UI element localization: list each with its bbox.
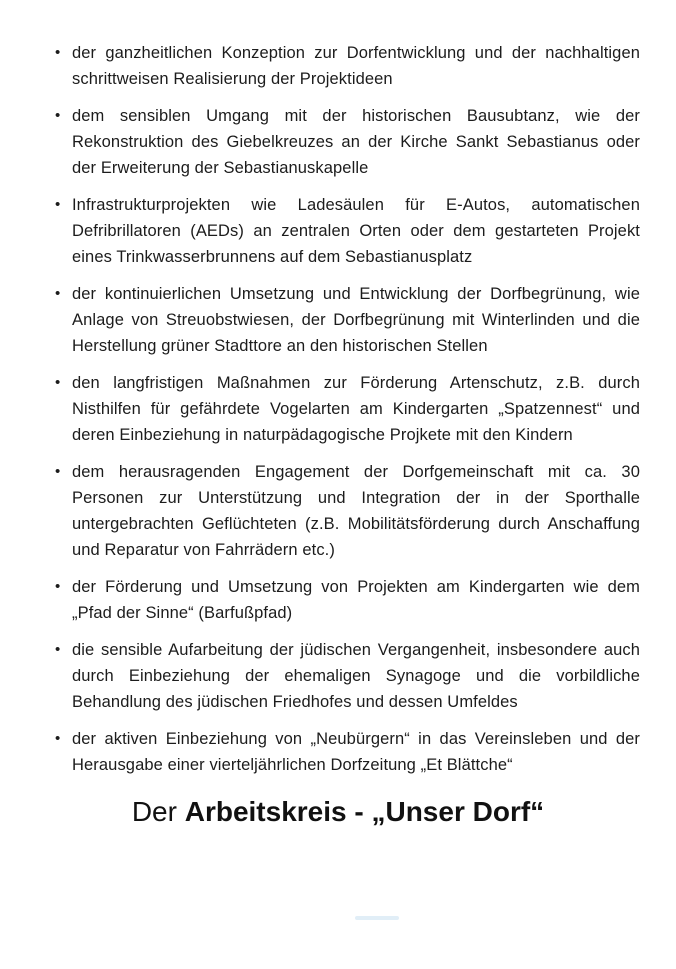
list-item [55, 459, 640, 563]
list-item [55, 637, 640, 715]
bullet-icon: • [55, 196, 61, 213]
bullet-icon: • [55, 285, 61, 302]
bullet-icon: • [55, 44, 61, 61]
closing-heading-prefix: Der [131, 796, 185, 827]
closing-heading [0, 794, 676, 830]
bullet-icon: • [55, 578, 61, 595]
bullet-icon: • [55, 641, 61, 658]
list-item [55, 40, 640, 92]
list-item-text: Infrastrukturprojekten wie Ladesäulen für E-Autos, automatischen Defribrillatoren (AEDs) an zentralen Orten oder dem gestarteten Projekt eines Trinkwasserbrunnens auf dem Sebastianusplatz [72, 196, 640, 266]
list-item [55, 370, 640, 448]
list-item-text: der aktiven Einbeziehung von „Neubürgern“ in das Vereinsleben und der Herausgabe einer vierteljährlichen Dorfzeitung „Et Blättche“ [72, 730, 640, 774]
bullet-icon: • [55, 463, 61, 480]
list-item-text: der kontinuierlichen Umsetzung und Entwicklung der Dorfbegrünung, wie Anlage von Streuobstwiesen, der Dorfbegrünung mit Winterlinden und die Herstellung grüner Stadttore an den historischen Stellen [72, 285, 640, 355]
list-item-text: der ganzheitlichen Konzeption zur Dorfentwicklung und der nachhaltigen schrittweisen Realisierung der Projektideen [72, 44, 640, 88]
scan-artifact-line [355, 916, 399, 920]
list-item-text: dem herausragenden Engagement der Dorfgemeinschaft mit ca. 30 Personen zur Unterstützung und Integration der in der Sporthalle untergebrachten Geflüchteten (z.B. Mobilitätsförderung durch Anschaffung und Reparatur von Fahrrädern etc.) [72, 463, 640, 559]
list-item [55, 281, 640, 359]
list-item [55, 103, 640, 181]
list-item-text: die sensible Aufarbeitung der jüdischen Vergangenheit, insbesondere auch durch Einbeziehung der ehemaligen Synagoge und die vorbildliche Behandlung des jüdischen Friedhofes und dessen Umfeldes [72, 641, 640, 711]
bullet-icon: • [55, 374, 61, 391]
bullet-list [55, 40, 640, 778]
bullet-icon: • [55, 107, 61, 124]
list-item-text: der Förderung und Umsetzung von Projekten am Kindergarten wie dem „Pfad der Sinne“ (Barfußpfad) [72, 578, 640, 622]
list-item [55, 726, 640, 778]
list-item-text: den langfristigen Maßnahmen zur Förderung Artenschutz, z.B. durch Nisthilfen für gefährdete Vogelarten am Kindergarten „Spatzennest“ und deren Einbeziehung in naturpädagogische Projkete mit den Kindern [72, 374, 640, 444]
bullet-icon: • [55, 730, 61, 747]
list-item-text: dem sensiblen Umgang mit der historischen Bausubtanz, wie der Rekonstruktion des Giebelkreuzes an der Kirche Sankt Sebastianus oder der Erweiterung der Sebastianuskapelle [72, 107, 640, 177]
list-item [55, 192, 640, 270]
closing-heading-bold: Arbeitskreis - „Unser Dorf“ [184, 796, 545, 827]
list-item [55, 574, 640, 626]
